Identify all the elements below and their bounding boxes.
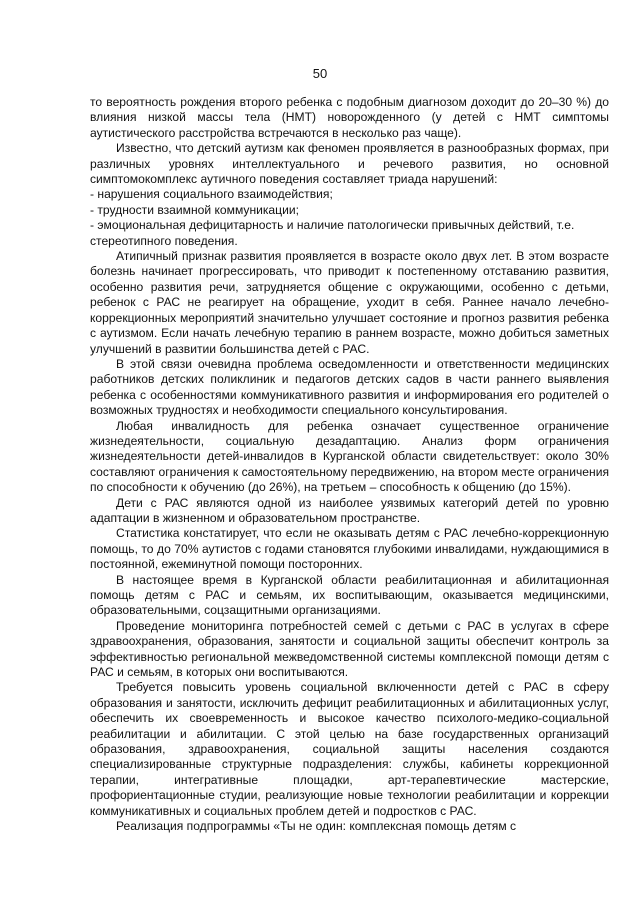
paragraph-6: Дети с РАС являются одной из наиболее уязвимых категорий детей по уровню адаптации в жизненном и образовательном пространстве. (90, 495, 609, 525)
paragraph-3: Атипичный признак развития проявляется в возрасте около двух лет. В этом возрасте болезнь начинает прогрессировать, что приводит к постепенному отставанию развития, особенно развития речи, затрудняется общение с окружающими, особенно с детьми, ребенок с РАС не реагирует на обращение, уходит в себя. Раннее начало лечебно-коррекционных мероприятий значительно улучшает состояние и прогноз развития ребенка с аутизмом. Если начать лечебную терапию в раннем возрасте, можно добиться заметных улучшений в развитии большинства детей с РАС. (90, 249, 609, 356)
paragraph-8: В настоящее время в Курганской области реабилитационная и абилитационная помощь детям с РАС и семьям, их воспитывающим, оказывается медицинскими, образовательными, соцзащитными организациями. (90, 572, 609, 618)
paragraph-9: Проведение мониторинга потребностей семей с детьми с РАС в услугах в сфере здравоохранения, образования, занятости и социальной защиты обеспечит контроль за эффективностью региональной межведомственной системы комплексной помощи детям с РАС и семьям, в которых они воспитываются. (90, 618, 609, 680)
list-item-2: - трудности взаимной коммуникации; (90, 202, 299, 217)
page-number: 50 (312, 66, 328, 81)
paragraph-10: Требуется повысить уровень социальной включенности детей с РАС в сферу образования и занятости, исключить дефицит реабилитационных и абилитационных услуг, обеспечить их своевременность и высокое качество психолого-медико-социальной реабилитации и абилитации. С этой целью на базе государственных организаций образования, здравоохранения, социальной защиты населения создаются специализированные структурные подразделения: службы, кабинеты коррекционной терапии, интегративные площадки, арт-терапевтические мастерские, профориентационные студии, реализующие новые технологии реабилитации и коррекции коммуникативных и социальных проблем детей и подростков с РАС. (90, 680, 609, 818)
paragraph-4: В этой связи очевидна проблема осведомленности и ответственности медицинских работников детских поликлиник и педагогов детских садов в части раннего выявления ребенка с особенностями коммуникативного развития и информирования его родителей о возможных трудностях и необходимости специального консультирования. (90, 356, 609, 418)
document-body (90, 95, 609, 835)
paragraph-5: Любая инвалидность для ребенка означает существенное ограничение жизнедеятельности, социальную дезадаптацию. Анализ форм ограничения жизнедеятельности детей-инвалидов в Курганской области свидетельствует: около 30% составляют ограничения к самостоятельному передвижению, на втором месте ограничения по способности к обучению (до 26%), на третьем – способность к общению (до 15%). (90, 418, 609, 495)
paragraph-7: Статистика констатирует, что если не оказывать детям с РАС лечебно-коррекционную помощь, то до 70% аутистов с годами становятся глубокими инвалидами, нуждающимися в постоянной, ежеминутной помощи посторонних. (90, 526, 609, 572)
paragraph-2: Известно, что детский аутизм как феномен проявляется в разнообразных формах, при различных уровнях интеллектуального и речевого развития, но основной симптомокомплекс аутичного поведения составляет триада нарушений: (90, 141, 609, 187)
list-item-3: - эмоциональная дефицитарность и наличие патологически привычных действий, т.е. стереотипного поведения. (90, 218, 575, 248)
paragraph-11: Реализация подпрограммы «Ты не один: комплексная помощь детям с (116, 819, 517, 834)
paragraph-1: то вероятность рождения второго ребенка с подобным диагнозом доходит до 20–30 %) до влияния низкой массы тела (НМТ) новорожденного (у детей с НМТ симптомы аутистического расстройства встречаются в несколько раз чаще). (90, 95, 609, 140)
list-item-1: - нарушения социального взаимодействия; (90, 187, 333, 202)
